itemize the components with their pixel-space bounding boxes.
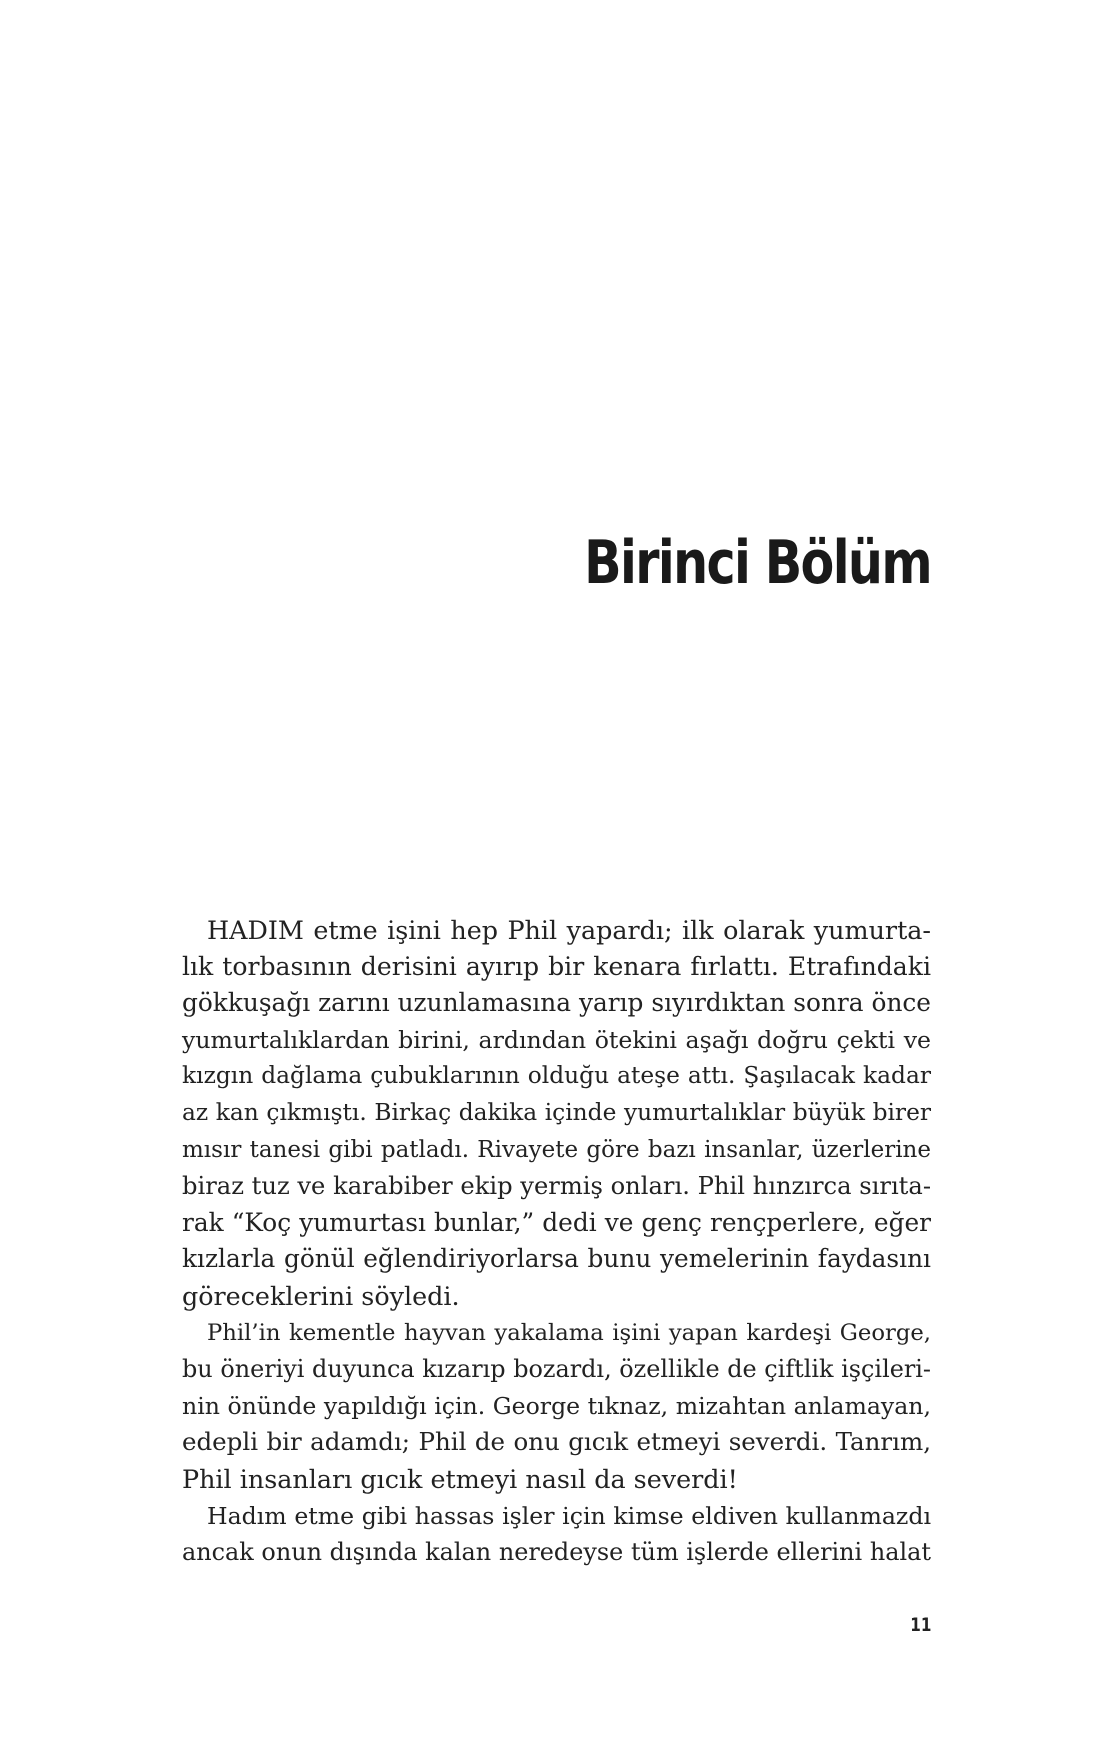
text-line: rak “Koç yumurtası bunlar,” dedi ve genç rençperlere, eğer [182, 1207, 931, 1237]
page-number: 11 [909, 1614, 931, 1636]
text-line: az kan çıkmıştı. Birkaç dakika içinde yumurtalıklar büyük birer [182, 1098, 931, 1126]
text-line: Phil’in kementle hayvan yakalama işini yapan kardeşi George, [207, 1319, 931, 1346]
text-line: göreceklerini söyledi. [182, 1280, 460, 1311]
text-line: Phil insanları gıcık etmeyi nasıl da severdi! [182, 1463, 738, 1494]
body-text [182, 912, 931, 1571]
chapter-title: Birinci Bölüm [584, 528, 931, 598]
text-line: edepli bir adamdı; Phil de onu gıcık etmeyi severdi. Tanrım, [182, 1427, 931, 1457]
text-line: HADIM etme işini hep Phil yapardı; ilk olarak yumurta- [207, 915, 931, 945]
text-line: yumurtalıklardan birini, ardından ötekini aşağı doğru çekti ve [182, 1025, 931, 1054]
text-line: Hadım etme gibi hassas işler için kimse eldiven kullanmazdı [207, 1501, 931, 1530]
text-line: bu öneriyi duyunca kızarıp bozardı, özellikle de çiftlik işçileri- [182, 1355, 931, 1384]
text-line: ancak onun dışında kalan neredeyse tüm işlerde ellerini halat [182, 1538, 931, 1567]
text-line: kızgın dağlama çubuklarının olduğu ateşe attı. Şaşılacak kadar [182, 1062, 931, 1090]
text-line: lık torbasının derisini ayırıp bir kenara fırlattı. Etrafındaki [182, 951, 931, 981]
text-line: mısır tanesi gibi patladı. Rivayete göre bazı insanlar, üzerlerine [182, 1136, 931, 1163]
text-line: biraz tuz ve karabiber ekip yermiş onları. Phil hınzırca sırıta- [182, 1172, 931, 1201]
text-line: gökkuşağı zarını uzunlamasına yarıp sıyırdıktan sonra önce [182, 988, 931, 1018]
text-line: kızlarla gönül eğlendiriyorlarsa bunu yemelerinin faydasını [182, 1244, 931, 1274]
text-line: nin önünde yapıldığı için. George tıknaz, mizahtan anlamayan, [182, 1391, 931, 1420]
